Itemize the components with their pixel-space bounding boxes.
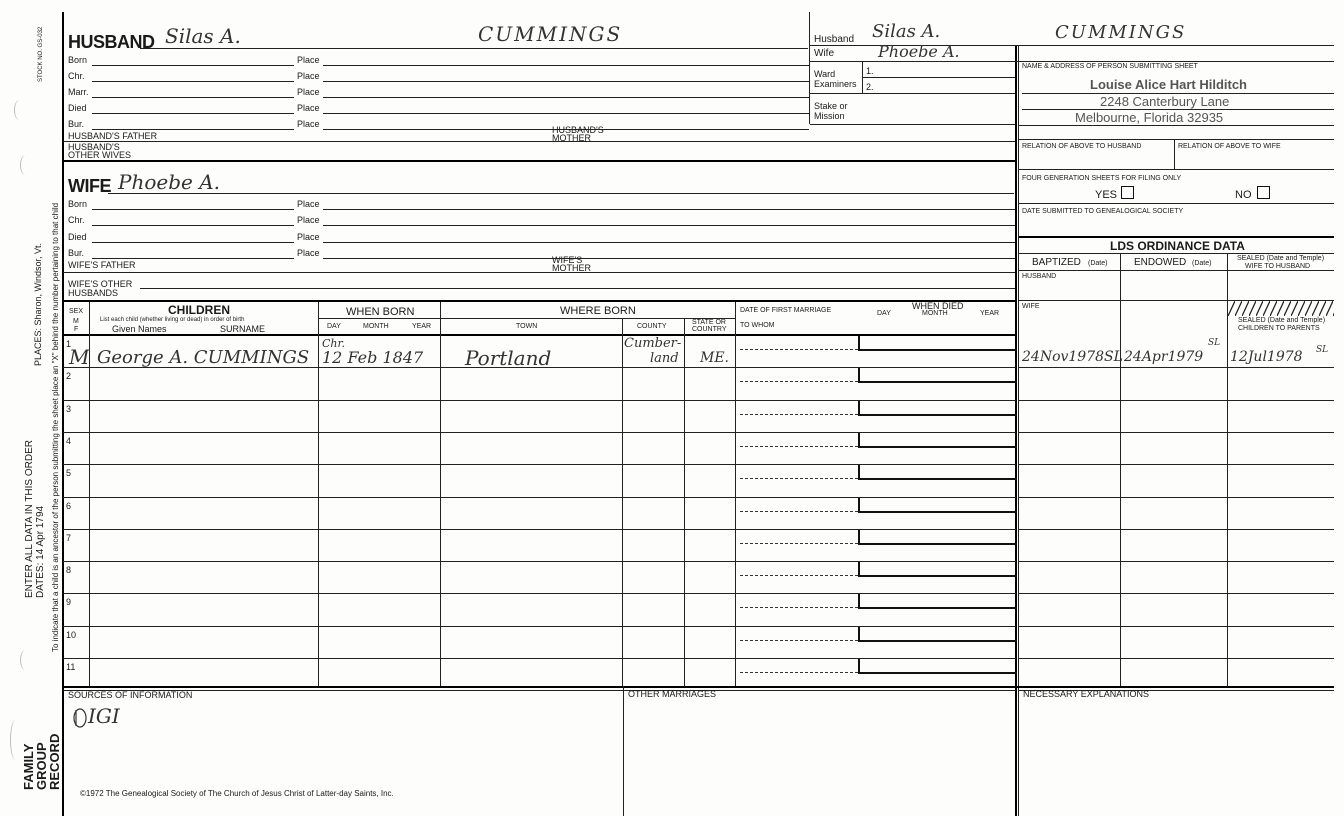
wife-label: WIFE xyxy=(68,176,111,196)
child-1-state: ME. xyxy=(700,350,730,366)
husband-mother-label-2: MOTHER xyxy=(552,133,591,143)
submitter-line-3 xyxy=(1019,125,1334,126)
husband-row-date-line xyxy=(92,97,294,98)
wife-row-place-line xyxy=(323,242,1015,243)
husband-row-place-label: Place xyxy=(297,87,320,97)
child-row-number: 2 xyxy=(66,371,72,382)
wife-row-place-line xyxy=(323,209,1015,210)
child-row-number: 5 xyxy=(66,468,72,479)
husband-row-date-line xyxy=(92,113,294,114)
child-1-name: George A. CUMMINGS xyxy=(97,347,310,368)
relation-wife-label: RELATION OF ABOVE TO WIFE xyxy=(1178,143,1281,150)
col-town xyxy=(622,318,623,686)
side-instruction-2: DATES: 14 Apr 1794 xyxy=(35,505,46,598)
child-1-county-2: land xyxy=(650,351,679,366)
child-lds-row-line xyxy=(1019,529,1334,530)
no-checkbox[interactable] xyxy=(1257,186,1270,199)
four-gen-bottom-line xyxy=(1019,203,1334,204)
right-wife-name: Phoebe A. xyxy=(878,42,960,61)
child-1-endowed-sup: SL xyxy=(1208,338,1221,348)
lds-header-line xyxy=(1019,270,1334,271)
submitter-street: 2248 Canterbury Lane xyxy=(1100,94,1230,109)
other-husbands-label-2: HUSBANDS xyxy=(68,288,119,298)
child-marriage-line xyxy=(740,511,858,512)
husband-row-label: Chr. xyxy=(68,71,85,81)
husband-row-place-label: Place xyxy=(297,55,320,65)
child-1-sealed: 12Jul1978 xyxy=(1230,349,1303,365)
husband-row-label: Bur. xyxy=(68,119,85,129)
husband-row-place-line xyxy=(323,81,809,82)
relation-husband-label: RELATION OF ABOVE TO HUSBAND xyxy=(1022,143,1142,150)
punch-hole xyxy=(14,100,25,120)
examiner-2: 2. xyxy=(866,82,874,92)
child-row-number: 9 xyxy=(66,597,72,608)
child-lds-row-line xyxy=(1019,593,1334,594)
sources-value: IGI xyxy=(88,704,120,728)
wife-row-date-line xyxy=(92,209,294,210)
wife-row-place-label: Place xyxy=(297,215,320,225)
sources-label: SOURCES OF INFORMATION xyxy=(68,690,193,700)
child-1-baptized: 24Nov1978SL xyxy=(1022,349,1123,365)
side-indicate: To indicate that a child is an ancestor of the person submitting the sheet place an "X" behind the number pertaining to that child xyxy=(51,202,60,652)
husband-surname: CUMMINGS xyxy=(478,22,623,46)
punch-hole xyxy=(20,650,31,670)
sex-f-header: F xyxy=(74,326,79,333)
wife-row-place-label: Place xyxy=(297,248,320,258)
when-born-header: WHEN BORN xyxy=(346,306,415,318)
divider-right-panel-2 xyxy=(1018,45,1019,816)
wife-name: Phoebe A. xyxy=(118,170,221,194)
wife-row-date-line xyxy=(92,225,294,226)
when-died-header: WHEN DIED xyxy=(912,301,964,311)
lds-wife-row: WIFE xyxy=(1022,303,1040,310)
child-1-sex: M xyxy=(69,345,90,369)
bottom-section-top xyxy=(63,686,1334,688)
right-wife-label: Wife xyxy=(814,48,834,59)
child-lds-row-line xyxy=(1019,561,1334,562)
other-husbands-label-1: WIFE'S OTHER xyxy=(68,279,133,289)
child-lds-row-line xyxy=(1019,400,1334,401)
child-died-line xyxy=(858,498,1017,513)
child-marriage-line xyxy=(740,672,858,673)
county-header: COUNTY xyxy=(637,323,667,330)
where-born-header: WHERE BORN xyxy=(560,305,636,317)
husband-father-line xyxy=(63,141,1015,142)
child-lds-row-line xyxy=(1019,658,1334,659)
state-header-1: STATE OR xyxy=(692,319,726,326)
submitter-name: Louise Alice Hart Hilditch xyxy=(1090,77,1247,92)
col-county xyxy=(684,318,685,686)
child-died-line xyxy=(858,562,1017,577)
town-header: TOWN xyxy=(516,323,538,330)
right-husband-surname: CUMMINGS xyxy=(1055,22,1187,43)
child-1-born: 12 Feb 1847 xyxy=(322,348,424,367)
child-died-line xyxy=(858,659,1017,674)
examiners-bottom-line xyxy=(810,93,1015,94)
side-places: PLACES: Sharon, Windsor, Vt. xyxy=(33,242,43,366)
husband-row-date-line xyxy=(92,65,294,66)
child-died-line xyxy=(858,594,1017,609)
child-marriage-line xyxy=(740,349,858,350)
sealed-children-header-2: CHILDREN TO PARENTS xyxy=(1238,325,1320,332)
husband-row-place-line xyxy=(323,113,809,114)
husband-row-label: Marr. xyxy=(68,87,89,97)
where-born-subline xyxy=(440,318,735,319)
husband-row-date-line xyxy=(92,81,294,82)
wife-row-label: Bur. xyxy=(68,248,85,258)
child-marriage-line xyxy=(740,478,858,479)
submitter-city: Melbourne, Florida 32935 xyxy=(1075,110,1224,125)
child-row-number: 10 xyxy=(66,629,77,640)
child-marriage-line xyxy=(740,575,858,576)
wife-row-label: Born xyxy=(68,199,88,209)
child-row-number: 11 xyxy=(66,662,76,672)
child-died-line xyxy=(858,530,1017,545)
lds-top-line xyxy=(1019,236,1334,238)
child-died-line xyxy=(858,336,1017,351)
right-wife-line xyxy=(810,61,1334,62)
sealed-wife-header-2: WIFE TO HUSBAND xyxy=(1245,263,1311,270)
baptized-header: BAPTIZED xyxy=(1032,257,1081,268)
born-month-header: MONTH xyxy=(363,323,389,330)
wife-row-date-line xyxy=(92,258,294,259)
child-died-line xyxy=(858,401,1017,416)
child-marriage-line xyxy=(740,381,858,382)
child-row-number: 1 xyxy=(66,339,72,349)
wife-name-line xyxy=(108,193,1014,194)
child-1-county-1: Cumber- xyxy=(624,336,682,351)
col-endowed xyxy=(1227,253,1228,686)
sealed-children-header-1: SEALED (Date and Temple) xyxy=(1238,317,1326,324)
stock-number: STOCK NO. GS-032 xyxy=(38,26,44,82)
form-title-line1: FAMILY xyxy=(21,743,36,790)
lds-title-line xyxy=(1019,253,1334,254)
died-day-header: DAY xyxy=(877,310,891,317)
child-1-sealed-sup: SL xyxy=(1316,345,1329,355)
child-died-line xyxy=(858,465,1017,480)
surname-header: SURNAME xyxy=(220,324,266,334)
husband-mother-label-1: HUSBAND'S xyxy=(552,125,604,135)
examiners-label: Examiners xyxy=(814,79,857,89)
bottom-divider xyxy=(623,686,624,816)
child-lds-row-line xyxy=(1019,367,1334,368)
col-state xyxy=(735,302,736,686)
child-marriage-line xyxy=(740,607,858,608)
first-marriage-header: DATE OF FIRST MARRIAGE xyxy=(740,307,832,314)
wife-mother-label-2: MOTHER xyxy=(552,263,591,273)
wife-row-place-line xyxy=(323,258,1015,259)
stake-bottom-line xyxy=(810,124,1015,125)
sex-m-header: M xyxy=(73,318,79,325)
husband-given-name: Silas A. xyxy=(165,24,241,48)
col-name xyxy=(318,302,319,686)
sex-header: SEX xyxy=(69,308,84,315)
sealed-wife-header-1: SEALED (Date and Temple) xyxy=(1237,255,1325,262)
wife-row-place-line xyxy=(323,225,1015,226)
born-day-header: DAY xyxy=(327,323,341,330)
right-husband-given: Silas A. xyxy=(872,21,941,42)
children-header: CHILDREN xyxy=(168,303,230,317)
stake-label-2: Mission xyxy=(814,111,845,121)
form-title-line3: RECORD xyxy=(47,733,62,790)
wife-row-label: Died xyxy=(68,232,87,242)
wife-father-line xyxy=(63,272,1015,273)
hatched-cell xyxy=(1228,301,1334,316)
left-border xyxy=(62,12,64,816)
child-lds-row-line xyxy=(1019,464,1334,465)
other-wives-label-1: HUSBAND'S xyxy=(68,142,120,152)
copyright: ©1972 The Genealogical Society of The Church of Jesus Christ of Latter-day Saints, Inc. xyxy=(80,789,394,798)
yes-label: YES xyxy=(1095,189,1118,201)
child-marriage-line xyxy=(740,414,858,415)
child-row-number: 4 xyxy=(66,435,72,446)
child-marriage-line xyxy=(740,640,858,641)
wife-father-label: WIFE'S FATHER xyxy=(68,260,136,270)
lds-title: LDS ORDINANCE DATA xyxy=(1110,239,1245,253)
form-title-line2: GROUP xyxy=(34,742,49,790)
husband-row-place-label: Place xyxy=(297,119,320,129)
given-names-header: Given Names xyxy=(112,324,167,334)
child-row-line xyxy=(63,690,1016,691)
sources-circle-mark xyxy=(70,706,90,730)
husband-name-line xyxy=(140,48,808,49)
date-submitted-label: DATE SUBMITTED TO GENEALOGICAL SOCIETY xyxy=(1022,208,1184,215)
children-list-note: List each child (whether living or dead) in order of birth xyxy=(100,317,245,323)
husband-father-label: HUSBAND'S FATHER xyxy=(68,131,158,141)
child-lds-row-line xyxy=(1019,626,1334,627)
wife-row-place-label: Place xyxy=(297,232,320,242)
wife-row-place-label: Place xyxy=(297,199,320,209)
four-gen-label: FOUR GENERATION SHEETS FOR FILING ONLY xyxy=(1022,175,1182,182)
relation-divider xyxy=(1174,139,1175,169)
wife-row-date-line xyxy=(92,242,294,243)
baptized-date-header: (Date) xyxy=(1088,260,1108,267)
to-whom-header: TO WHOM xyxy=(740,322,775,329)
other-wives-label-2: OTHER WIVES xyxy=(68,150,132,160)
child-row-number: 7 xyxy=(66,532,72,543)
husband-row-label: Died xyxy=(68,103,87,113)
child-row-number: 8 xyxy=(66,565,72,576)
other-husbands-line xyxy=(140,288,1015,289)
right-husband-label: Husband xyxy=(814,34,855,45)
examiner-1-line xyxy=(862,77,1015,78)
col-baptized xyxy=(1120,253,1121,686)
stake-label-1: Stake or xyxy=(814,101,848,111)
child-marriage-line xyxy=(740,543,858,544)
ward-label: Ward xyxy=(814,69,836,79)
child-row-number: 3 xyxy=(66,403,72,414)
wife-section-bottom xyxy=(63,300,1016,302)
other-marriages-label: OTHER MARRIAGES xyxy=(628,689,717,699)
husband-row-date-line xyxy=(92,129,294,130)
wife-mother-label-1: WIFE'S xyxy=(552,255,583,265)
husband-label: HUSBAND xyxy=(68,32,155,52)
child-1-born-note: Chr. xyxy=(322,337,346,350)
child-row-number: 6 xyxy=(66,500,72,511)
relation-bottom-line xyxy=(1019,169,1334,170)
husband-row-place-line xyxy=(323,65,809,66)
child-marriage-line xyxy=(740,446,858,447)
born-year-header: YEAR xyxy=(412,323,432,330)
died-month-header: MONTH xyxy=(922,310,948,317)
punch-hole xyxy=(10,720,21,760)
lds-husband-row: HUSBAND xyxy=(1022,273,1057,280)
yes-checkbox[interactable] xyxy=(1121,186,1134,199)
child-lds-row-line xyxy=(1019,432,1334,433)
no-label: NO xyxy=(1235,189,1252,201)
died-year-header: YEAR xyxy=(980,310,1000,317)
divider-husband-right xyxy=(809,12,810,124)
husband-row-place-label: Place xyxy=(297,103,320,113)
husband-row-place-line xyxy=(323,97,809,98)
explanations-label: NECESSARY EXPLANATIONS xyxy=(1023,689,1150,699)
child-1-town: Portland xyxy=(465,346,552,370)
relation-top-line xyxy=(1019,139,1334,140)
child-lds-row-line xyxy=(1019,497,1334,498)
child-died-line xyxy=(858,433,1017,448)
endowed-date-header: (Date) xyxy=(1192,260,1212,267)
endowed-header: ENDOWED xyxy=(1134,257,1187,268)
child-died-line xyxy=(858,627,1017,642)
examiner-1: 1. xyxy=(866,66,874,76)
side-instruction-1: ENTER ALL DATA IN THIS ORDER xyxy=(24,440,35,598)
child-1-endowed: 24Apr1979 xyxy=(1124,349,1204,365)
state-header-2: COUNTRY xyxy=(692,326,727,333)
wife-row-label: Chr. xyxy=(68,215,85,225)
husband-row-place-label: Place xyxy=(297,71,320,81)
when-born-subline xyxy=(318,318,440,319)
punch-hole xyxy=(20,155,31,175)
submitter-label: NAME & ADDRESS OF PERSON SUBMITTING SHEET xyxy=(1022,63,1198,70)
husband-section-bottom xyxy=(63,160,1016,162)
husband-row-label: Born xyxy=(68,55,88,65)
child-died-line xyxy=(858,368,1017,383)
col-born xyxy=(440,302,441,686)
